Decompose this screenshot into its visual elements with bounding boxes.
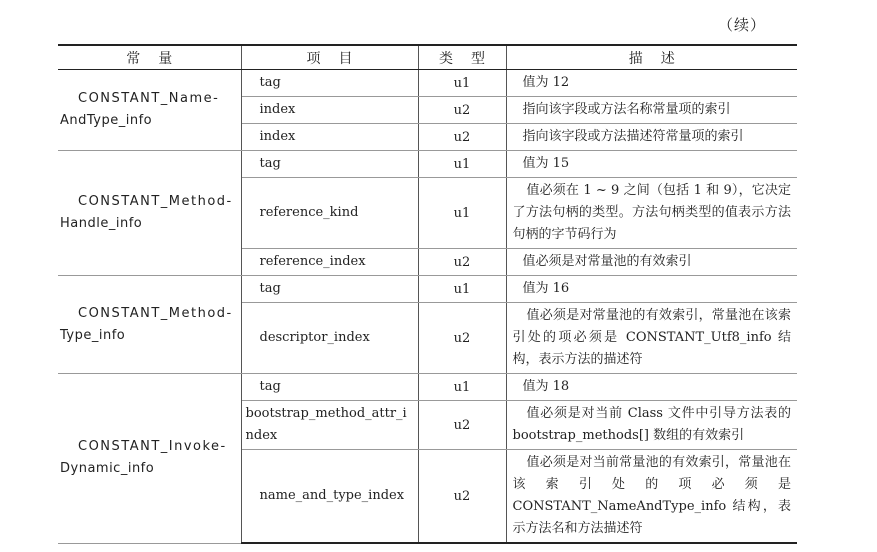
item-cell: bootstrap_method_attr_index	[241, 401, 418, 450]
type-cell: u2	[418, 303, 506, 374]
description-cell: 值必须是对常量池的有效索引	[506, 249, 797, 276]
type-cell: u1	[418, 178, 506, 249]
item-cell: tag	[241, 151, 418, 178]
type-cell: u1	[418, 151, 506, 178]
description-cell: 值为 12	[506, 70, 797, 97]
description-cell: 值必须在 1 ~ 9 之间（包括 1 和 9），它决定了方法句柄的类型。方法句柄类型的值表示方法句柄的字节码行为	[506, 178, 797, 249]
constant-name-line1: CONSTANT_Method-	[78, 305, 233, 321]
description-cell: 指向该字段或方法名称常量项的索引	[506, 97, 797, 124]
type-cell: u2	[418, 124, 506, 151]
description-cell: 值必须是对当前常量池的有效索引，常量池在该索引处的项必须是 CONSTANT_NameAndType_info 结构，表示方法名和方法描述符	[506, 450, 797, 544]
item-cell: name_and_type_index	[241, 450, 418, 544]
item-cell: reference_index	[241, 249, 418, 276]
item-cell: reference_kind	[241, 178, 418, 249]
item-cell: tag	[241, 374, 418, 401]
item-cell: tag	[241, 70, 418, 97]
table-row	[58, 374, 797, 401]
table-row	[58, 276, 797, 303]
constant-pool-table	[58, 44, 797, 544]
item-cell: index	[241, 97, 418, 124]
type-cell: u2	[418, 401, 506, 450]
type-cell: u2	[418, 97, 506, 124]
header-type: 类型	[418, 45, 506, 70]
constant-name-cell	[58, 374, 241, 544]
item-cell: descriptor_index	[241, 303, 418, 374]
description-cell: 指向该字段或方法描述符常量项的索引	[506, 124, 797, 151]
constant-name-line1: CONSTANT_Method-	[78, 194, 233, 209]
header-constant: 常量	[58, 45, 241, 70]
table-row	[58, 151, 797, 178]
type-cell: u2	[418, 450, 506, 544]
constant-name-line2: Type_info	[60, 327, 126, 343]
description-cell: 值必须是对当前 Class 文件中引导方法表的 bootstrap_methods[] 数组的有效索引	[506, 401, 797, 450]
constant-name-cell	[58, 151, 241, 276]
table-row	[58, 70, 797, 97]
description-cell: 值为 15	[506, 151, 797, 178]
constant-name-cell	[58, 70, 241, 151]
header-description: 描述	[506, 45, 797, 70]
description-cell: 值为 16	[506, 276, 797, 303]
item-cell: tag	[241, 276, 418, 303]
continued-label: （续）	[718, 16, 767, 34]
description-cell: 值必须是对常量池的有效索引，常量池在该索引处的项必须是 CONSTANT_Utf8_info 结构，表示方法的描述符	[506, 303, 797, 374]
description-cell: 值为 18	[506, 374, 797, 401]
constant-name-line1: CONSTANT_Invoke-	[78, 439, 227, 455]
header-row	[58, 45, 797, 70]
type-cell: u1	[418, 70, 506, 97]
type-cell: u2	[418, 249, 506, 276]
type-cell: u1	[418, 276, 506, 303]
constant-name-line2: AndType_info	[60, 113, 153, 128]
constant-name-line2: Dynamic_info	[60, 461, 155, 477]
item-cell: index	[241, 124, 418, 151]
header-item: 项目	[241, 45, 418, 70]
constant-name-cell	[58, 276, 241, 374]
type-cell: u1	[418, 374, 506, 401]
constant-name-line1: CONSTANT_Name-	[78, 91, 220, 106]
constant-name-line2: Handle_info	[60, 216, 143, 231]
